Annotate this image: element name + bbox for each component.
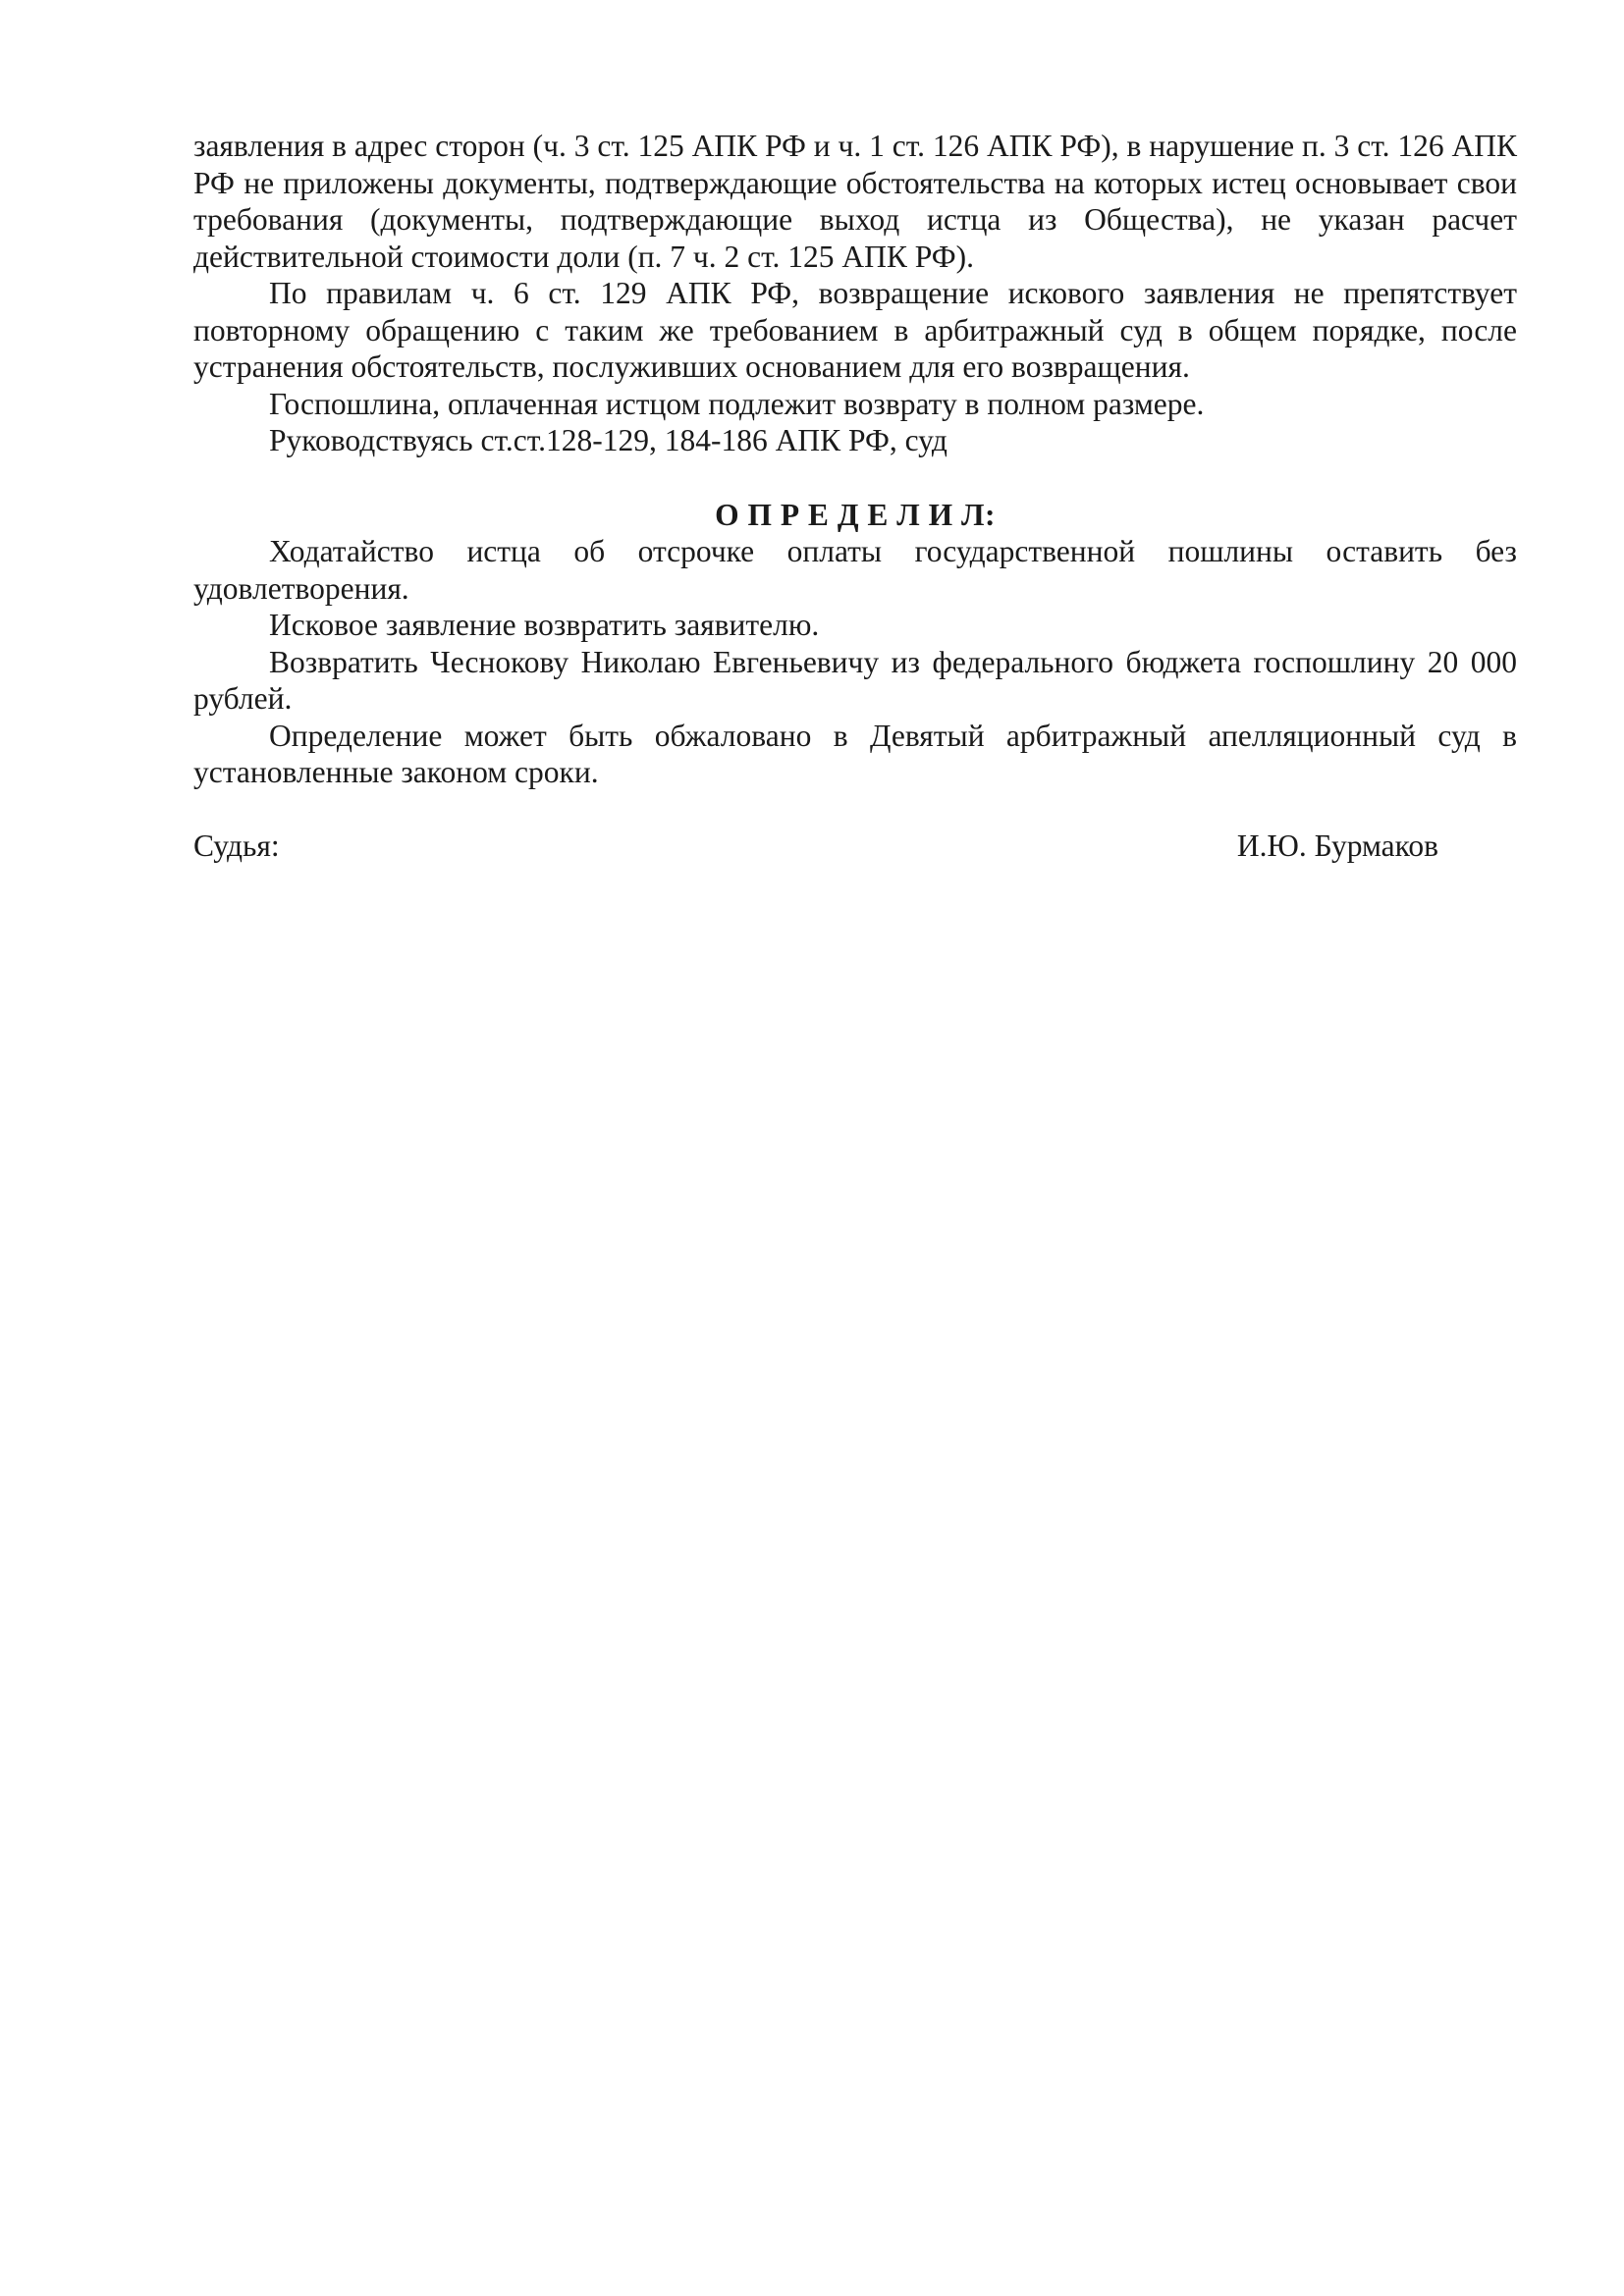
paragraph-guided-by: Руководствуясь ст.ст.128-129, 184-186 АПК РФ, суд <box>269 423 947 457</box>
paragraph-return-claim: Исковое заявление возвратить заявителю. <box>269 608 820 642</box>
ruling-heading: О П Р Е Д Е Л И Л: <box>715 497 996 532</box>
signature-block <box>193 828 1517 867</box>
signature-name: И.Ю. Бурмаков <box>1236 828 1438 863</box>
paragraph-deferral-denied: Ходатайство истца об отсрочке оплаты государственной пошлины оставить без удовлетворения. <box>193 534 1517 606</box>
paragraph-appeal: Определение может быть обжаловано в Девятый арбитражный апелляционный суд в установленные законом сроки. <box>193 718 1517 789</box>
paragraph-continuation: заявления в адрес сторон (ч. 3 ст. 125 АПК РФ и ч. 1 ст. 126 АПК РФ), в нарушение п. 3 ст. 126 АПК РФ не приложены документы, подтверждающие обстоятельства на которых истец основывает свои требования (документы, подтверждающие выход истца из Общества), не указан расчет действительной стоимости доли (п. 7 ч. 2 ст. 125 АПК РФ). <box>193 129 1517 274</box>
paragraph-return-rules: По правилам ч. 6 ст. 129 АПК РФ, возвращение искового заявления не препятствует повторному обращению с таким же требованием в арбитражный суд в общем порядке, после устранения обстоятельств, послуживших основанием для его возвращения. <box>193 276 1517 384</box>
paragraph-refund-order: Возвратить Чеснокову Николаю Евгеньевичу из федерального бюджета госпошлину 20 000 рублей. <box>193 644 1517 716</box>
paragraph-fee-refund: Госпошлина, оплаченная истцом подлежит возврату в полном размере. <box>269 386 1205 421</box>
document-page <box>193 128 1517 867</box>
signature-role: Судья: <box>193 828 280 863</box>
